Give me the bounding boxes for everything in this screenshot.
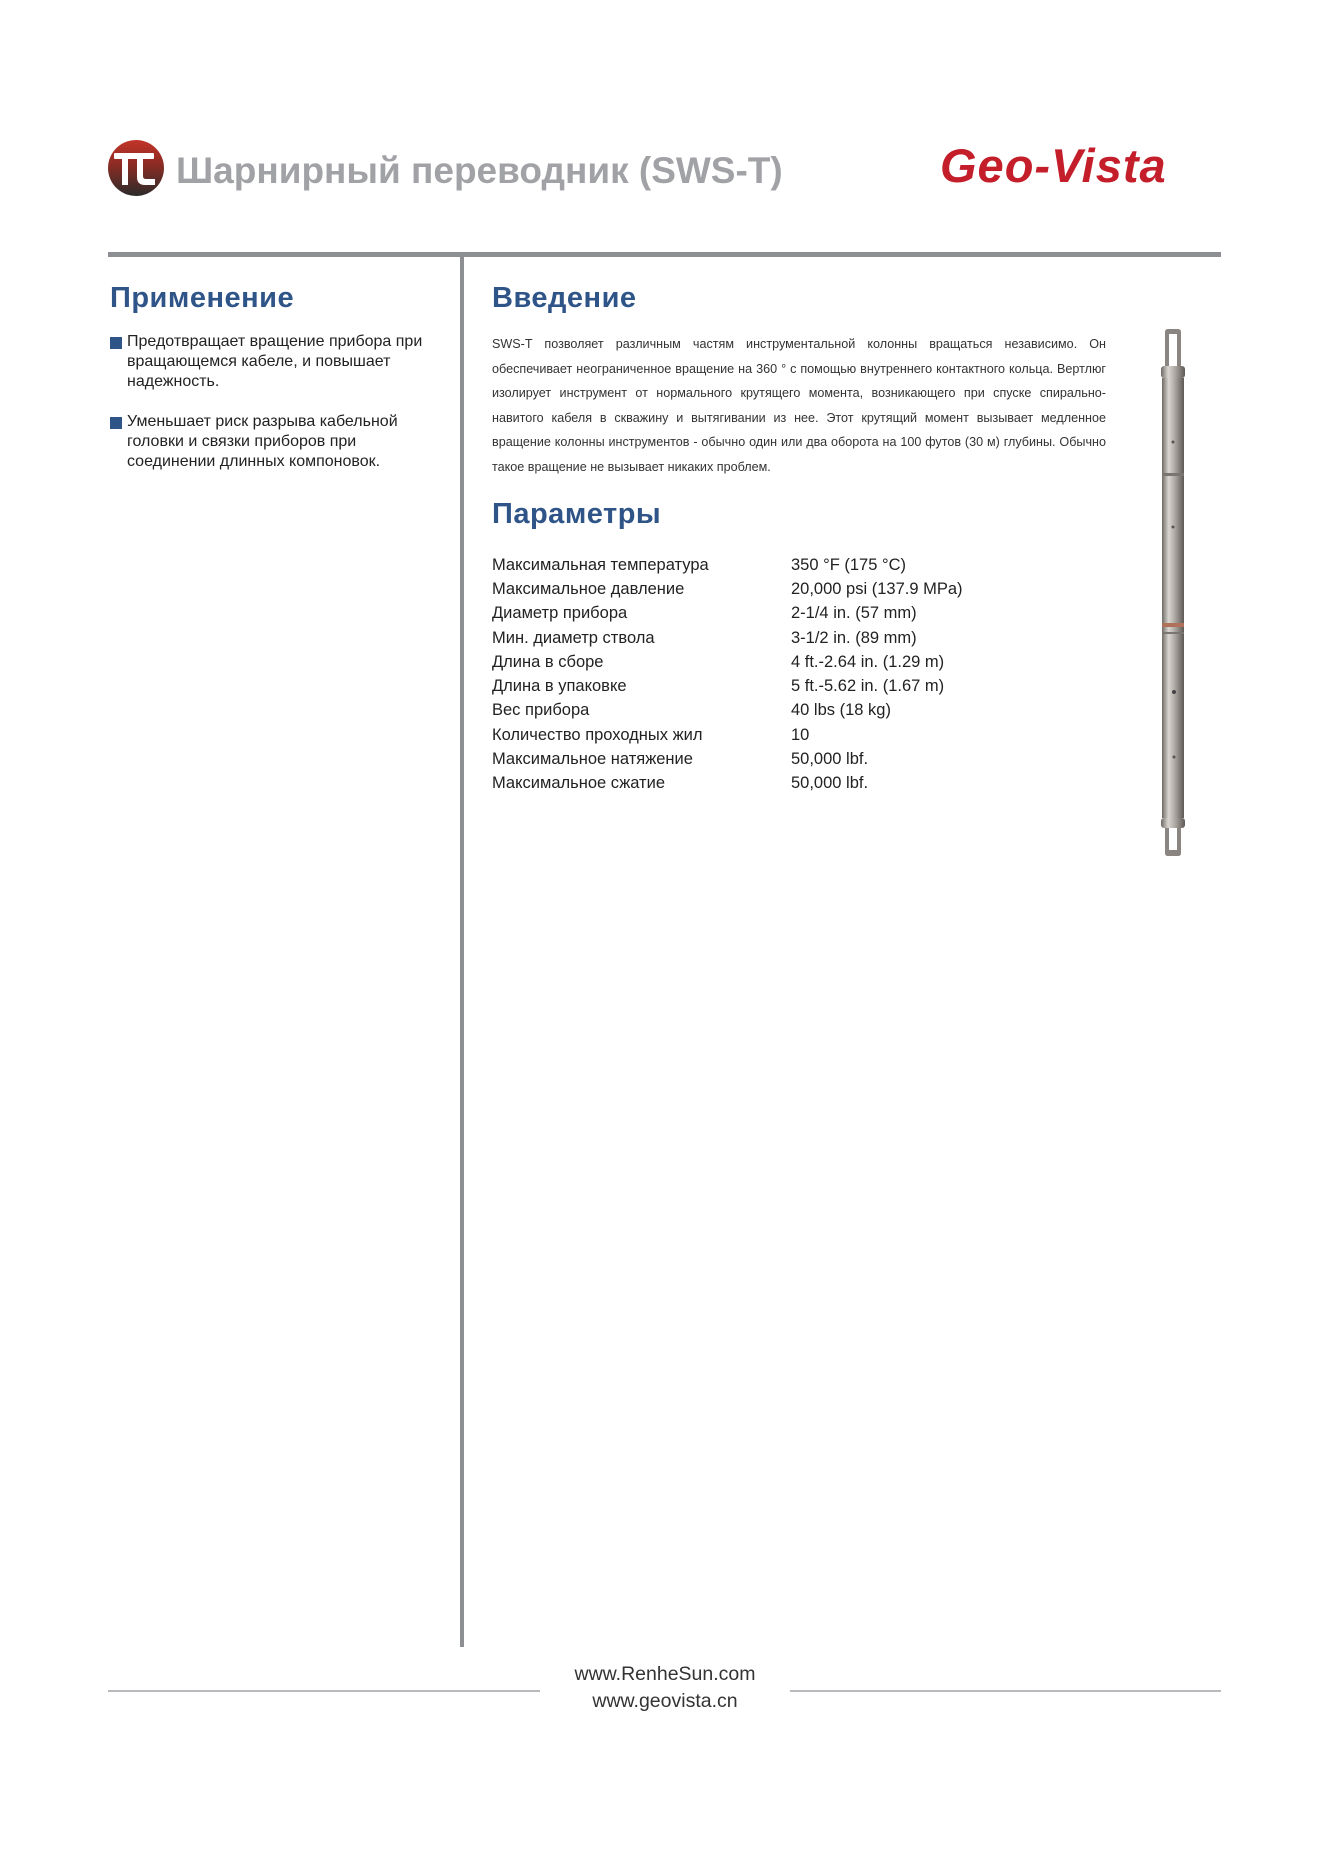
param-value: 40 lbs (18 kg)	[791, 701, 891, 720]
table-row	[492, 747, 963, 771]
brand-logo: Geo-Vista	[940, 139, 1167, 192]
footer-divider-left	[108, 1690, 540, 1692]
param-name: Максимальная температура	[492, 555, 709, 574]
tool-image	[1152, 327, 1194, 859]
table-row	[492, 699, 963, 723]
param-name: Длина в упаковке	[492, 677, 627, 696]
list-item-text: Уменьшает риск разрыва кабельной головки и связки приборов при соединении длинных компоновок.	[127, 413, 398, 470]
table-row	[492, 577, 963, 601]
introduction-text: SWS-T позволяет различным частям инструментальной колонны вращаться независимо. Он обеспечивает неограниченное вращение на 360 ° с помощью внутреннего контактного кольца. Вертлюг изолирует инструмент от нормального крутящего момента, возникающего при спуске спирально-навитого кабеля в скважину и вытягивании из нее. Этот крутящий момент вызывает медленное вращение колонны инструментов - обычно один или два оборота на 100 футов (30 м) глубины. Обычно такое вращение не вызывает никаких проблем.	[492, 337, 1106, 474]
param-name: Мин. диаметр ствола	[492, 628, 655, 647]
param-value: 350 °F (175 °C)	[791, 555, 906, 574]
table-row	[492, 626, 963, 650]
introduction-heading: Введение	[492, 282, 637, 314]
footer-website-link[interactable]: www.geovista.cn	[592, 1690, 738, 1712]
param-name: Максимальное давление	[492, 579, 685, 598]
param-value: 4 ft.-2.64 in. (1.29 m)	[791, 652, 945, 671]
list-item-text: Предотвращает вращение прибора при вращающемся кабеле, и повышает надежность.	[127, 333, 423, 390]
param-value: 50,000 lbf.	[791, 774, 869, 793]
param-name: Длина в сборе	[492, 652, 604, 671]
param-value: 5 ft.-5.62 in. (1.67 m)	[791, 677, 945, 696]
bullet-square-icon	[110, 417, 122, 429]
table-row	[492, 772, 963, 796]
table-row	[492, 674, 963, 698]
param-name: Вес прибора	[492, 701, 590, 720]
column-divider	[460, 257, 464, 1647]
list-item	[110, 412, 440, 472]
param-name: Количество проходных жил	[492, 725, 703, 744]
parameters-heading: Параметры	[492, 498, 662, 530]
param-value: 20,000 psi (137.9 MPa)	[791, 579, 963, 598]
header-divider	[108, 252, 1221, 257]
param-name: Диаметр прибора	[492, 604, 628, 623]
param-name: Максимальное сжатие	[492, 774, 666, 793]
applications-heading: Применение	[110, 282, 295, 314]
parameters-table	[492, 553, 963, 796]
applications-list	[110, 332, 440, 492]
param-value: 2-1/4 in. (57 mm)	[791, 604, 917, 623]
table-row	[492, 602, 963, 626]
param-value: 3-1/2 in. (89 mm)	[791, 628, 917, 647]
footer-website-link[interactable]: www.RenheSun.com	[574, 1663, 756, 1685]
company-logo-icon	[107, 139, 165, 197]
bullet-square-icon	[110, 337, 122, 349]
page-title: Шарнирный переводник (SWS-T)	[176, 150, 783, 191]
param-name: Максимальное натяжение	[492, 750, 693, 769]
table-row	[492, 553, 963, 577]
param-value: 50,000 lbf.	[791, 750, 869, 769]
list-item	[110, 332, 440, 392]
param-value: 10	[791, 725, 810, 744]
footer-divider-right	[790, 1690, 1221, 1692]
table-row	[492, 723, 963, 747]
table-row	[492, 650, 963, 674]
